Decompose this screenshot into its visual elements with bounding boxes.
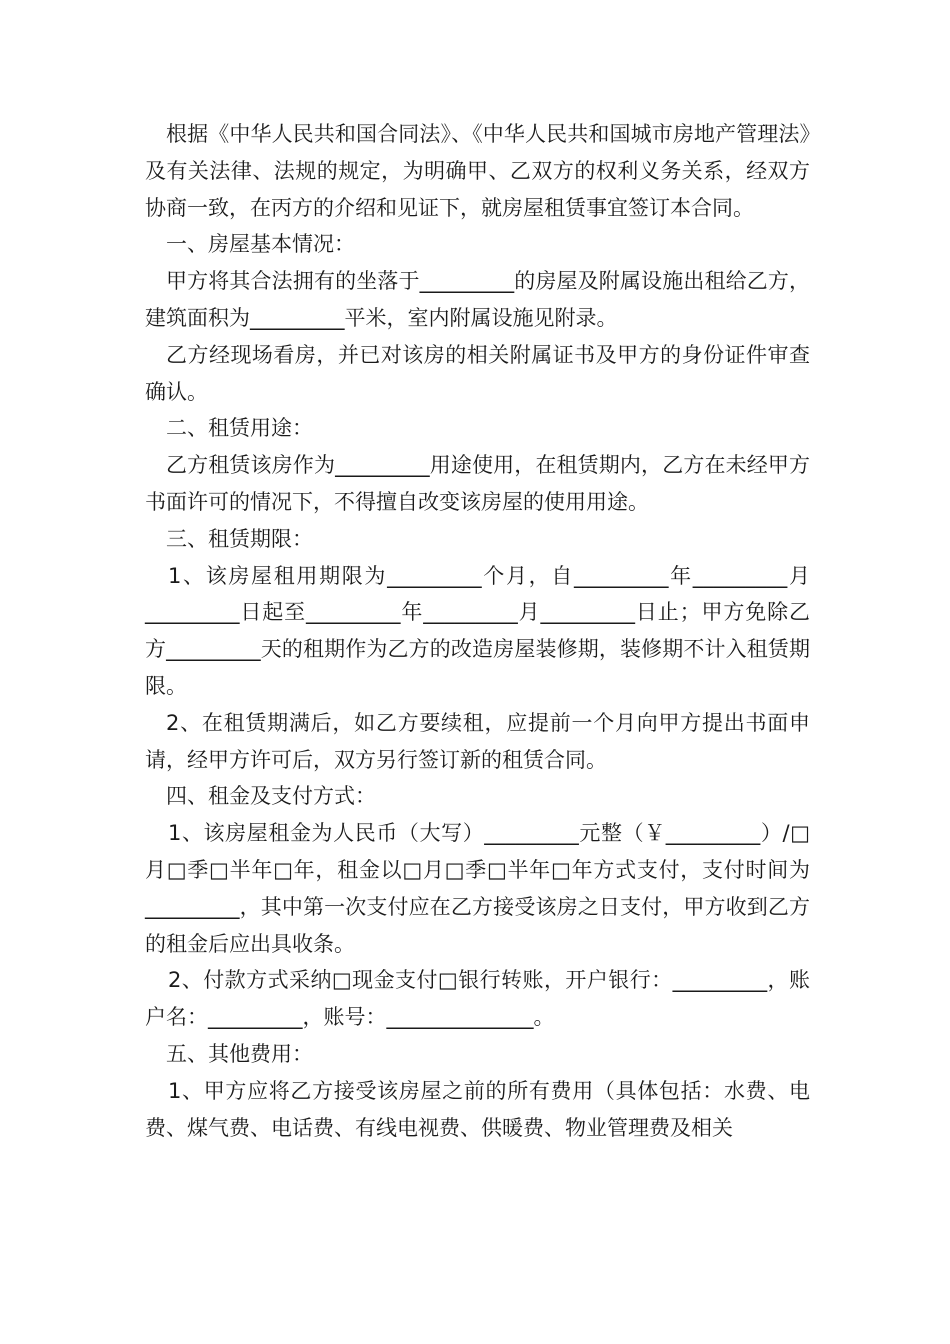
paragraph-inspection: 乙方经现场看房，并已对该房的相关附属证书及甲方的身份证件审查确认。	[145, 342, 810, 404]
section-heading-rent: 四、租金及支付方式：	[166, 784, 376, 809]
section-heading-purpose: 二、租赁用途：	[166, 416, 313, 441]
intro-paragraph: 根据《中华人民共和国合同法》、《中华人民共和国城市房地产管理法》及有关法律、法规的规定，为明确甲、乙双方的权利义务关系，经双方协商一致，在丙方的介绍和见证下，就房屋租赁事宜签订本合同。	[145, 122, 810, 220]
paragraph-property-location: 甲方将其合法拥有的坐落于_________的房屋及附属设施出租给乙方，建筑面积为_________平米，室内附属设施见附录。	[145, 269, 810, 330]
section-heading-basic-info: 一、房屋基本情况：	[166, 232, 355, 257]
paragraph-rent-1: 1、该房屋租金为人民币（大写）_________元整（￥_________）/□月□季□半年□年，租金以□月□季□半年□年方式支付，支付时间为_________，其中第一次支付应在乙方接受该房之日支付，甲方收到乙方的租金后应出具收条。	[145, 821, 810, 956]
section-heading-other-fees: 五、其他费用：	[166, 1041, 313, 1066]
paragraph-fees-1: 1、甲方应将乙方接受该房屋之前的所有费用（具体包括：水费、电费、煤气费、电话费、有线电视费、供暖费、物业管理费及相关	[145, 1078, 810, 1140]
contract-body	[145, 116, 810, 1146]
paragraph-purpose: 乙方租赁该房作为_________用途使用，在租赁期内，乙方在未经甲方书面许可的情况下，不得擅自改变该房屋的使用用途。	[145, 453, 810, 514]
paragraph-term-1: 1、该房屋租用期限为_________个月，自_________年_________月_________日起至_________年_________月_________日止；甲方免除乙方_________天的租期作为乙方的改造房屋装修期，装修期不计入租赁期限。	[145, 563, 810, 698]
paragraph-rent-2: 2、付款方式采纳□现金支付□银行转账，开户银行：_________，账户名：_________，账号：______________。	[145, 968, 810, 1030]
section-heading-term: 三、租赁期限：	[166, 526, 313, 551]
paragraph-term-2: 2、在租赁期满后，如乙方要续租，应提前一个月向甲方提出书面申请，经甲方许可后，双方另行签订新的租赁合同。	[145, 710, 810, 772]
